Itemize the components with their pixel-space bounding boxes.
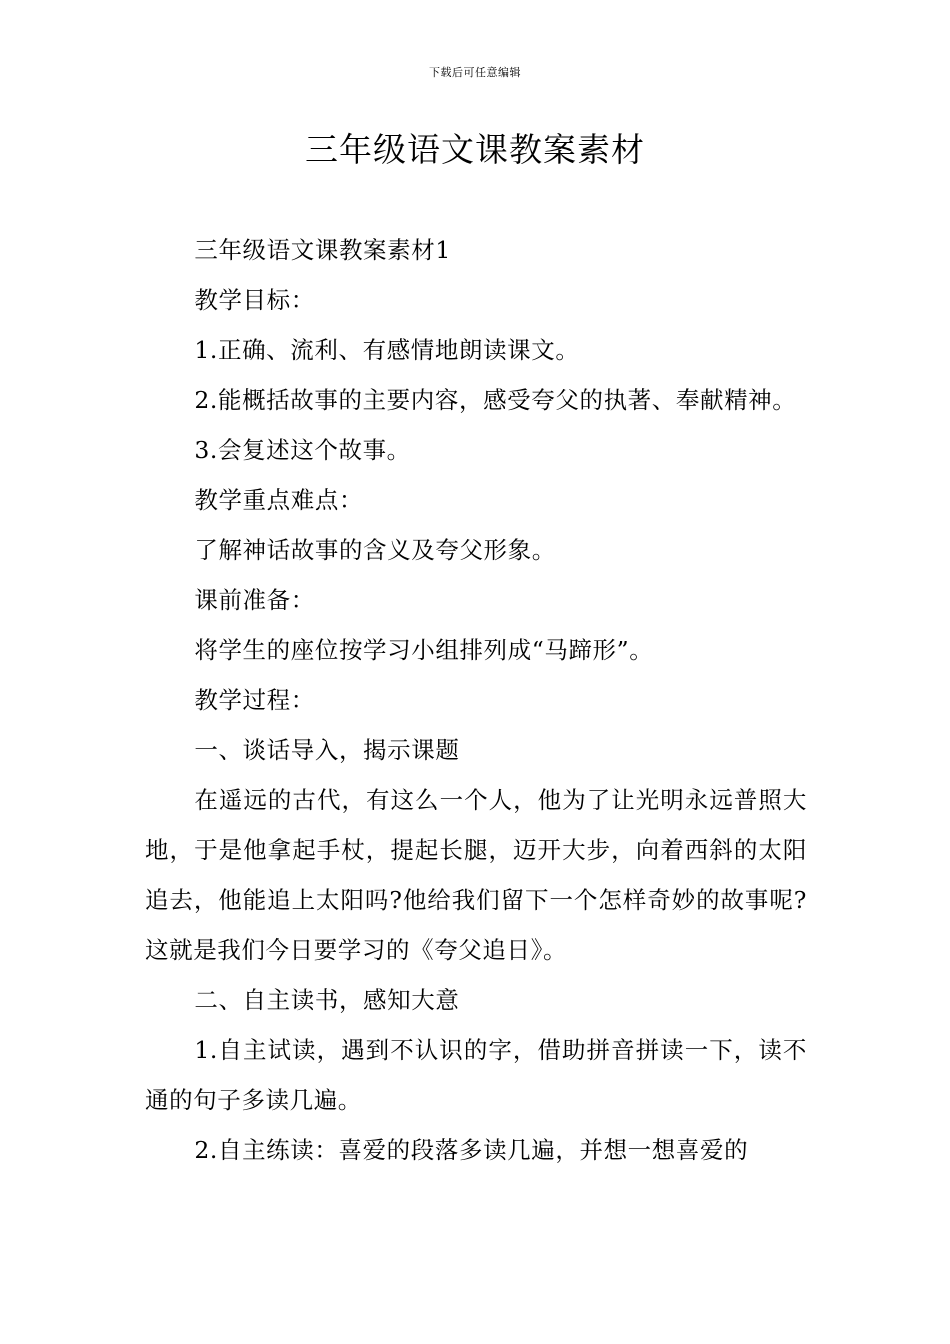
- paragraph: 二、自主读书，感知大意: [194, 986, 460, 1014]
- paragraph: 2.能概括故事的主要内容，感受夸父的执著、奉献精神。: [194, 386, 797, 414]
- paragraph: 教学过程：: [194, 686, 315, 714]
- paragraph: 一、谈话导入，揭示课题: [194, 736, 460, 764]
- paragraph: 了解神话故事的含义及夸父形象。: [194, 536, 556, 564]
- paragraph: 课前准备：: [194, 586, 315, 614]
- page-header-note: 下载后可任意编辑: [429, 66, 521, 79]
- paragraph: 在遥远的古代，有这么一个人，他为了让光明永远普照大地，于是他拿起手杖，提起长腿，迈开大步，向着西斜的太阳追去，他能追上太阳吗?他给我们留下一个怎样奇妙的故事呢?这就是我们今日要学习的《夸父追日》。: [145, 786, 807, 964]
- paragraph: 3.会复述这个故事。: [194, 436, 411, 464]
- paragraph: 1.自主试读，遇到不认识的字，借助拼音拼读一下，读不通的句子多读几遍。: [145, 1036, 807, 1114]
- paragraph: 将学生的座位按学习小组排列成“马蹄形”。: [194, 636, 654, 664]
- section-heading: 三年级语文课教案素材1: [194, 236, 451, 264]
- paragraph: 1.正确、流利、有感情地朗读课文。: [194, 336, 580, 364]
- paragraph: 2.自主练读：喜爱的段落多读几遍，并想一想喜爱的: [194, 1136, 749, 1164]
- paragraph: 教学目标：: [194, 286, 315, 314]
- paragraph: 教学重点难点：: [194, 486, 364, 514]
- document-body: [145, 225, 807, 1175]
- document-title: 三年级语文课教案素材: [305, 130, 645, 169]
